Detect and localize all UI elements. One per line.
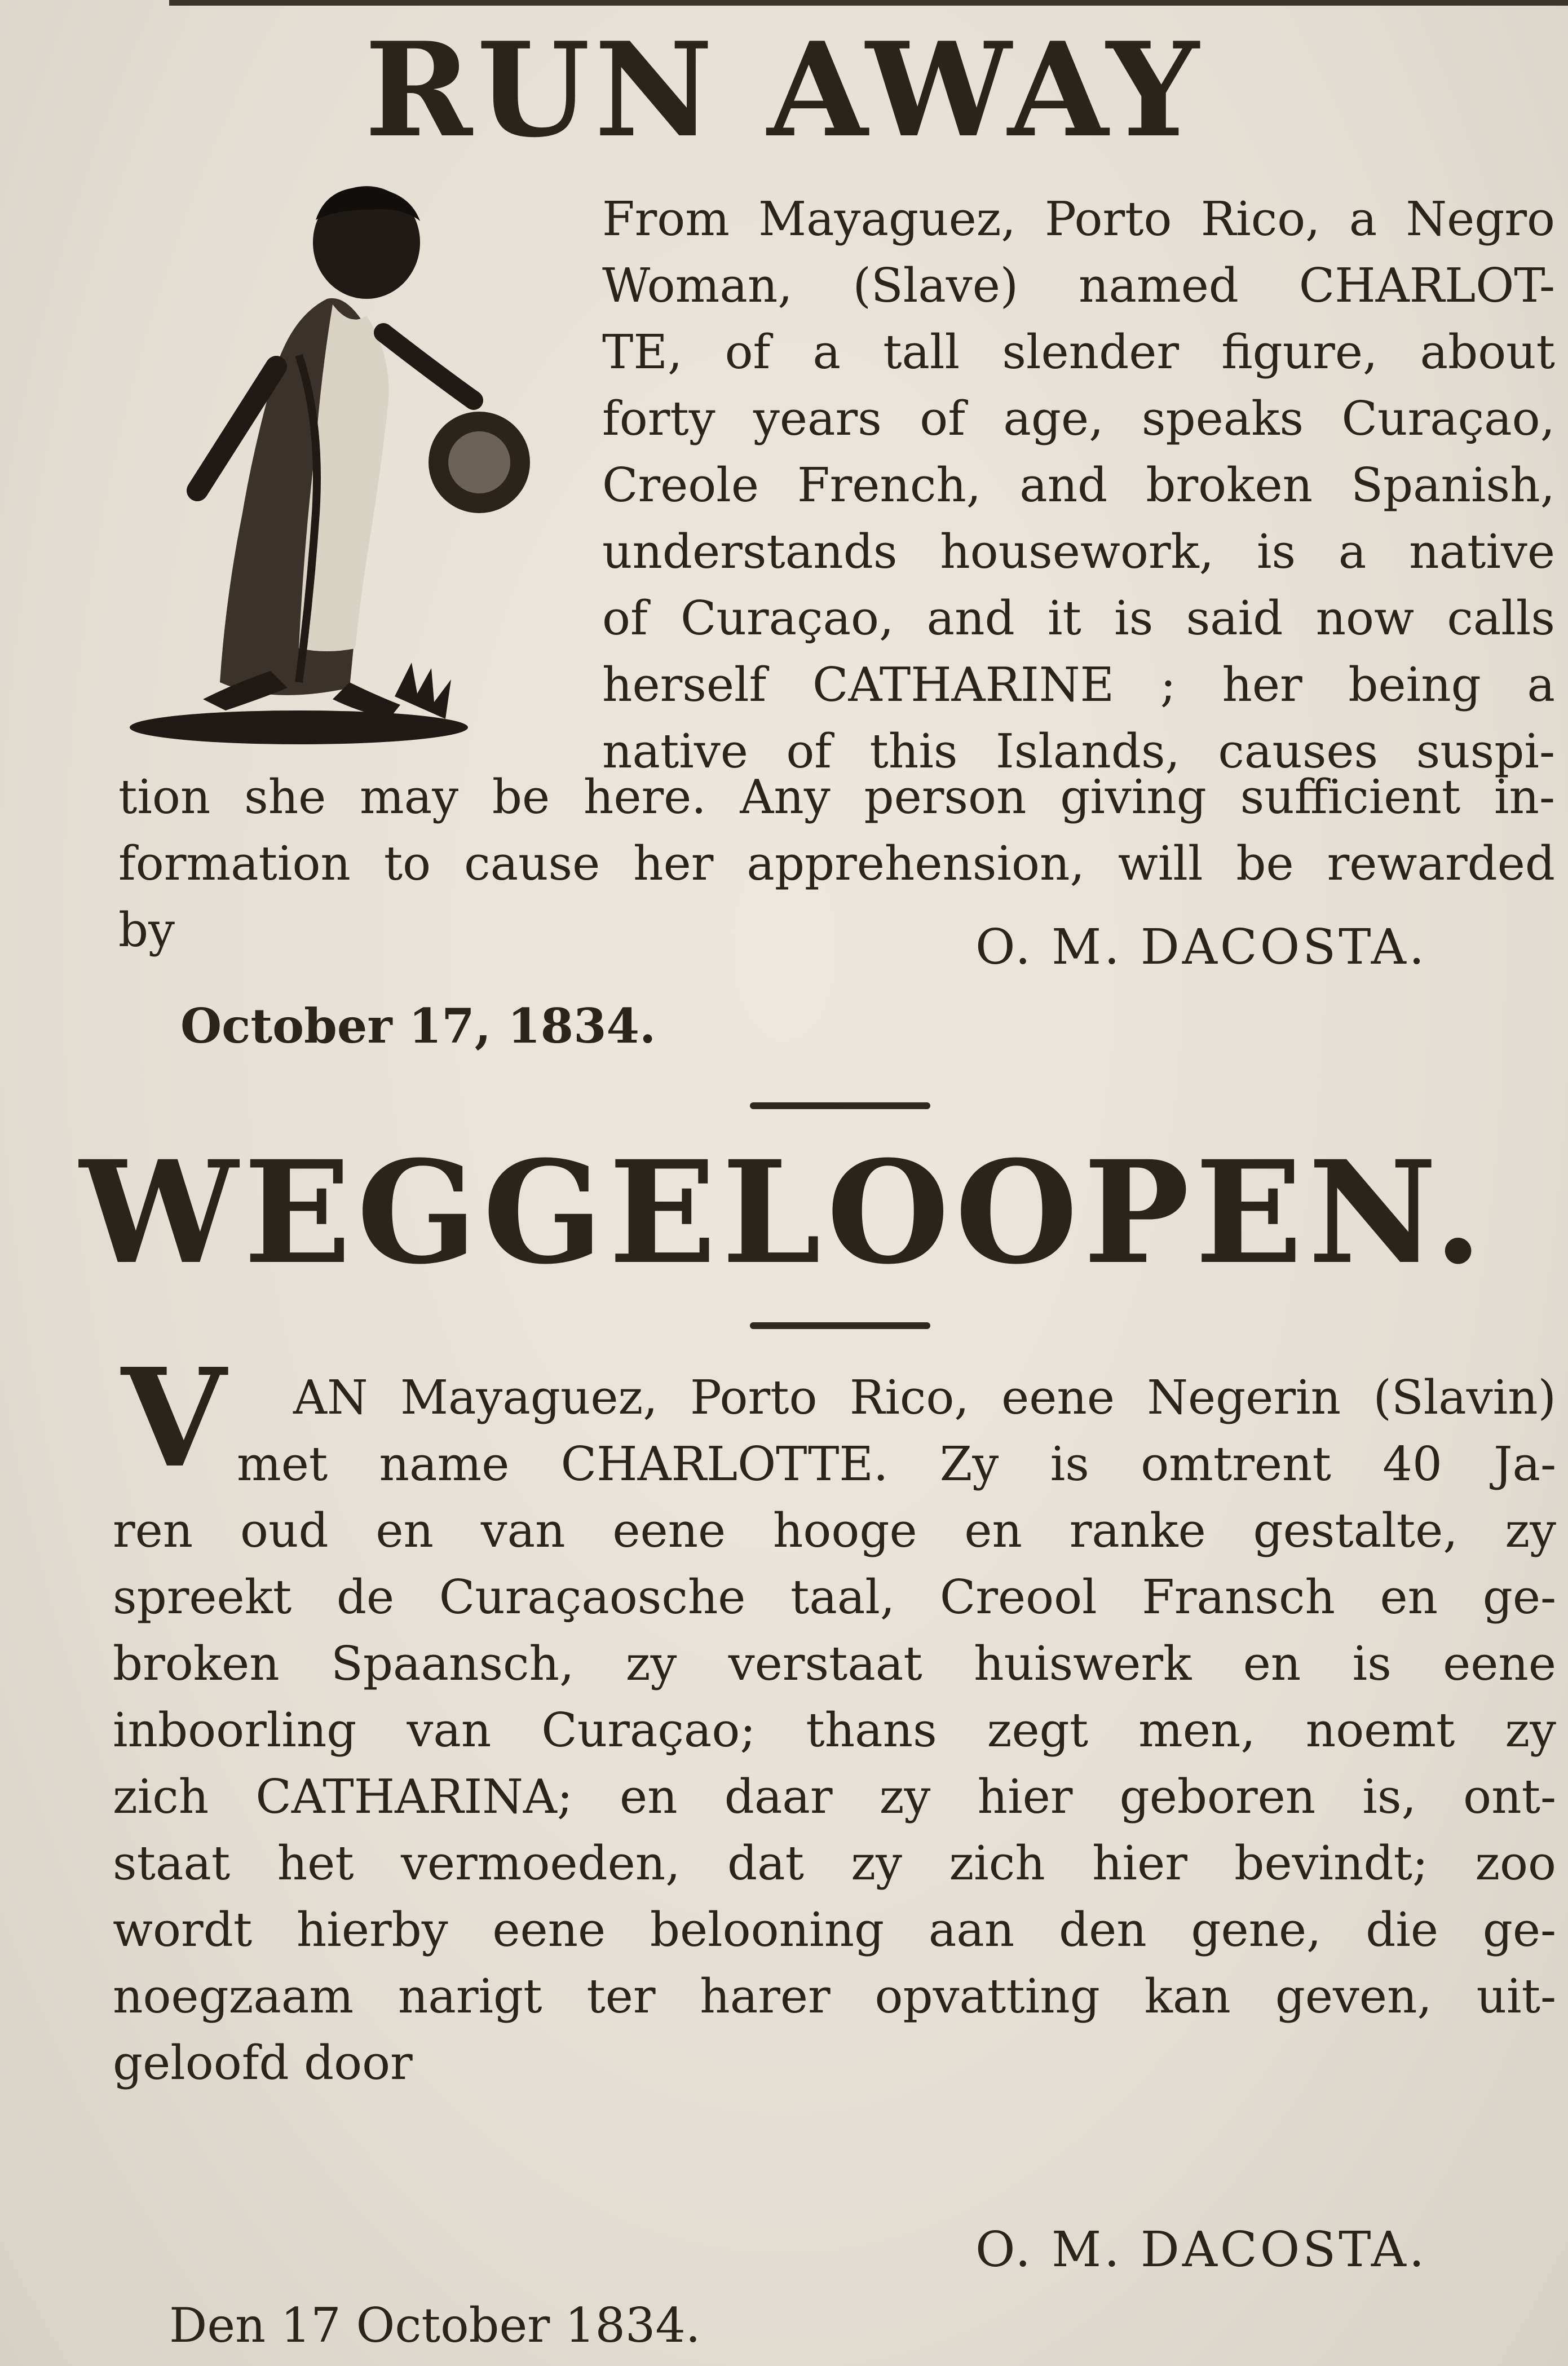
advert-nl-full-text bbox=[113, 1498, 1556, 2096]
advert-nl-first-line bbox=[293, 1365, 1556, 1431]
text-line: geloofd door bbox=[113, 2036, 413, 2090]
top-border-rule bbox=[169, 0, 1568, 6]
text-line: TE, of a tall slender figure, about bbox=[602, 325, 1555, 379]
section-divider bbox=[750, 1322, 930, 1329]
woodcut-running-woman-icon bbox=[130, 186, 569, 750]
text-line: spreekt de Curaçaosche taal, Creool Fransch en ge- bbox=[113, 1570, 1556, 1625]
text-line: native of this Islands, causes suspi- bbox=[602, 724, 1555, 779]
text-line: noegzaam narigt ter harer opvatting kan geven, uit- bbox=[113, 1969, 1556, 2024]
text-line: ren oud en van eene hooge en ranke gestalte, zy bbox=[113, 1503, 1556, 1558]
text-line: by bbox=[118, 903, 175, 957]
title-run-away: RUN AWAY bbox=[364, 14, 1204, 166]
text-line: inboorling van Curaçao; thans zegt men, noemt zy bbox=[113, 1703, 1556, 1758]
text-line: understands housework, is a native bbox=[602, 524, 1555, 579]
text-line: formation to cause her apprehension, will be rewarded bbox=[118, 836, 1555, 891]
signature-nl: O. M. DACOSTA. bbox=[975, 2222, 1428, 2278]
text-line: AN Mayaguez, Porto Rico, eene Negerin (Slavin) bbox=[293, 1370, 1556, 1425]
date-nl: Den 17 October 1834. bbox=[169, 2298, 701, 2353]
text-line: Creole French, and broken Spanish, bbox=[602, 458, 1555, 513]
text-line: From Mayaguez, Porto Rico, a Negro bbox=[602, 192, 1555, 246]
text-line: of Curaçao, and it is said now calls bbox=[602, 591, 1555, 646]
text-line: broken Spaansch, zy verstaat huiswerk en is eene bbox=[113, 1636, 1556, 1691]
text-line: staat het vermoeden, dat zy zich hier bevindt; zoo bbox=[113, 1836, 1556, 1891]
text-line: Woman, (Slave) named CHARLOT- bbox=[602, 258, 1555, 313]
date-en: October 17, 1834. bbox=[180, 998, 656, 1054]
advert-nl-second-line bbox=[237, 1431, 1556, 1498]
text-line: wordt hierby eene belooning aan den gene, die ge- bbox=[113, 1902, 1556, 1957]
text-line: herself CATHARINE ; her being a bbox=[602, 657, 1555, 712]
text-line: forty years of age, speaks Curaçao, bbox=[602, 391, 1555, 446]
section-divider bbox=[750, 1102, 930, 1109]
signature-en: O. M. DACOSTA. bbox=[975, 919, 1428, 975]
text-line: met name CHARLOTTE. Zy is omtrent 40 Ja- bbox=[237, 1437, 1556, 1491]
title-weggeloopen: WEGGELOOPEN. bbox=[79, 1129, 1489, 1295]
advert-en-side-text bbox=[602, 186, 1555, 785]
text-line: zich CATHARINA; en daar zy hier geboren is, ont- bbox=[113, 1769, 1556, 1824]
drop-cap: V bbox=[121, 1339, 227, 1498]
text-line: tion she may be here. Any person giving sufficient in- bbox=[118, 770, 1555, 824]
